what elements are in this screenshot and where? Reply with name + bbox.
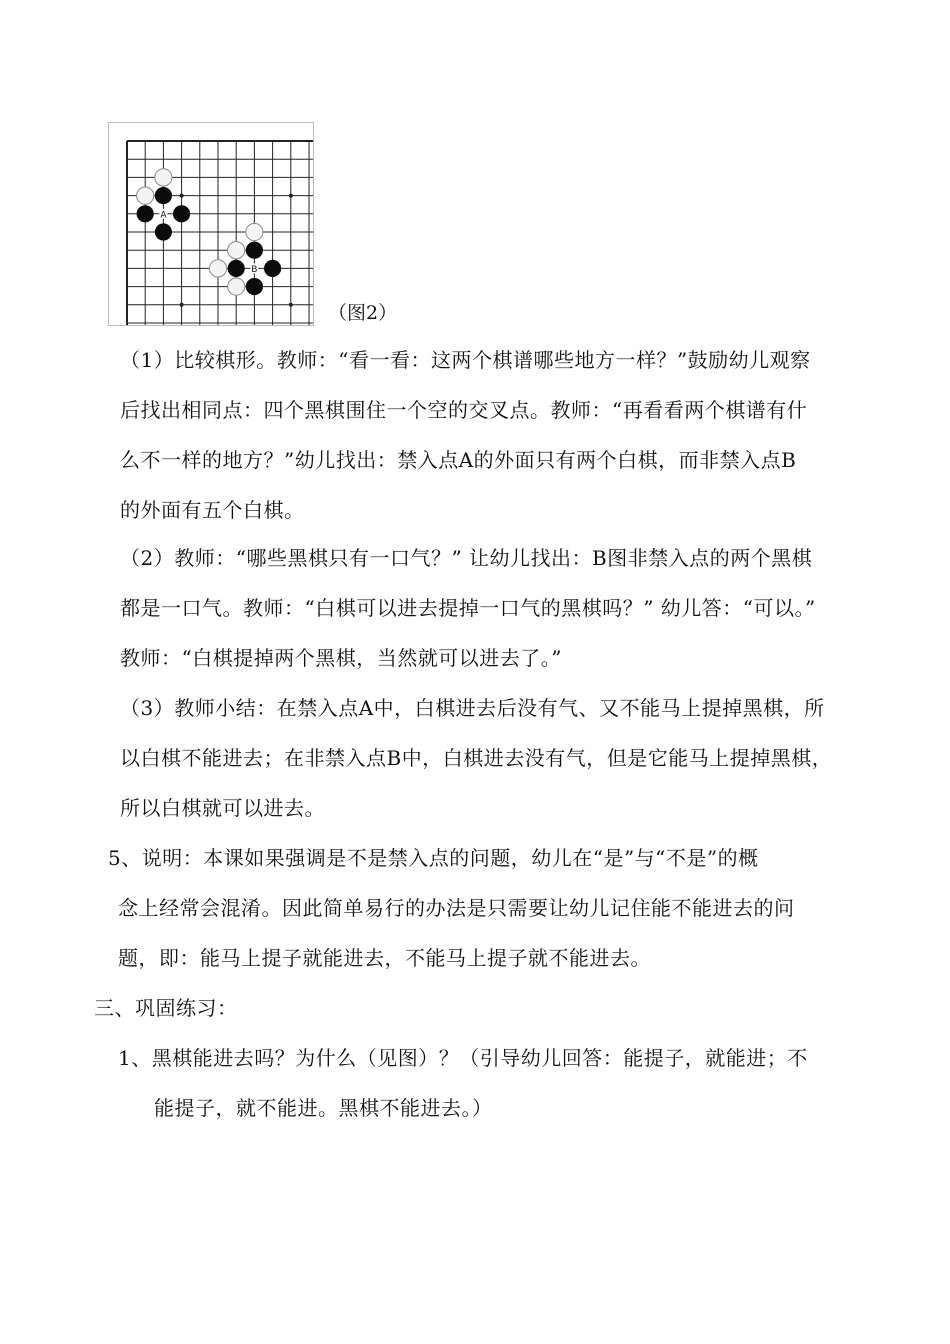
go-board-figure — [108, 122, 314, 326]
text-line: 么不一样的地方？”幼儿找出：禁入点A的外面只有两个白棋，而非禁入点B — [120, 448, 797, 472]
figure-caption: （图2） — [328, 302, 398, 324]
white-stone — [228, 278, 245, 295]
go-board — [109, 123, 314, 326]
text-line: 后找出相同点：四个黑棋围住一个空的交叉点。教师：“再看看两个棋谱有什 — [120, 398, 808, 422]
paragraph-one-liberty — [120, 533, 816, 683]
black-stone — [137, 205, 154, 222]
practice-item-1 — [118, 1033, 808, 1133]
black-stone — [264, 260, 281, 277]
point-label-a: A — [160, 210, 167, 221]
white-stone — [155, 169, 172, 186]
white-stone — [246, 223, 263, 240]
text-line: 5、说明：本课如果强调是不是禁入点的问题，幼儿在“是”与“不是”的概 — [108, 846, 759, 870]
text-line: 能提子，就不能进。黑棋不能进去。） — [154, 1096, 493, 1120]
paragraph-compare-shapes — [120, 335, 811, 535]
black-stone — [155, 223, 172, 240]
star-point — [289, 194, 293, 198]
white-stone — [209, 260, 226, 277]
black-stone — [246, 278, 263, 295]
paragraph-teacher-summary — [120, 683, 832, 833]
black-stone — [228, 260, 245, 277]
paragraph-explanation — [108, 833, 795, 983]
star-point — [180, 194, 184, 198]
text-line: 所以白棋就可以进去。 — [120, 796, 325, 820]
text-line: （3）教师小结：在禁入点A中，白棋进去后没有气、又不能马上提掉黑棋，所 — [120, 696, 825, 720]
point-label-b: B — [251, 264, 258, 275]
text-line: 的外面有五个白棋。 — [120, 498, 305, 522]
text-line: 教师：“白棋提掉两个黑棋，当然就可以进去了。” — [120, 646, 562, 670]
star-point — [289, 303, 293, 307]
text-line: （2）教师：“哪些黑棋只有一口气？” 让幼儿找出：B图非禁入点的两个黑棋 — [120, 546, 813, 570]
black-stone — [246, 242, 263, 259]
black-stone — [173, 205, 190, 222]
white-stone — [228, 242, 245, 259]
text-line: 题，即：能马上提子就能进去，不能马上提子就不能进去。 — [118, 946, 651, 970]
heading-text: 三、巩固练习： — [94, 996, 238, 1020]
black-stone — [155, 187, 172, 204]
text-line: 都是一口气。教师：“白棋可以进去提掉一口气的黑棋吗？” 幼儿答：“可以。” — [120, 596, 816, 620]
text-line: 以白棋不能进去；在非禁入点B中，白棋进去没有气，但是它能马上提掉黑棋， — [120, 746, 833, 770]
white-stone — [137, 187, 154, 204]
text-line: （1）比较棋形。教师：“看一看：这两个棋谱哪些地方一样？”鼓励幼儿观察 — [120, 348, 811, 372]
star-point — [180, 303, 184, 307]
text-line: 念上经常会混淆。因此简单易行的办法是只需要让幼儿记住能不能进去的问 — [118, 896, 795, 920]
text-line: 1、黑棋能进去吗？为什么（见图）？（引导幼儿回答：能提子，就能进；不 — [118, 1046, 808, 1070]
section-heading-practice — [94, 983, 238, 1033]
